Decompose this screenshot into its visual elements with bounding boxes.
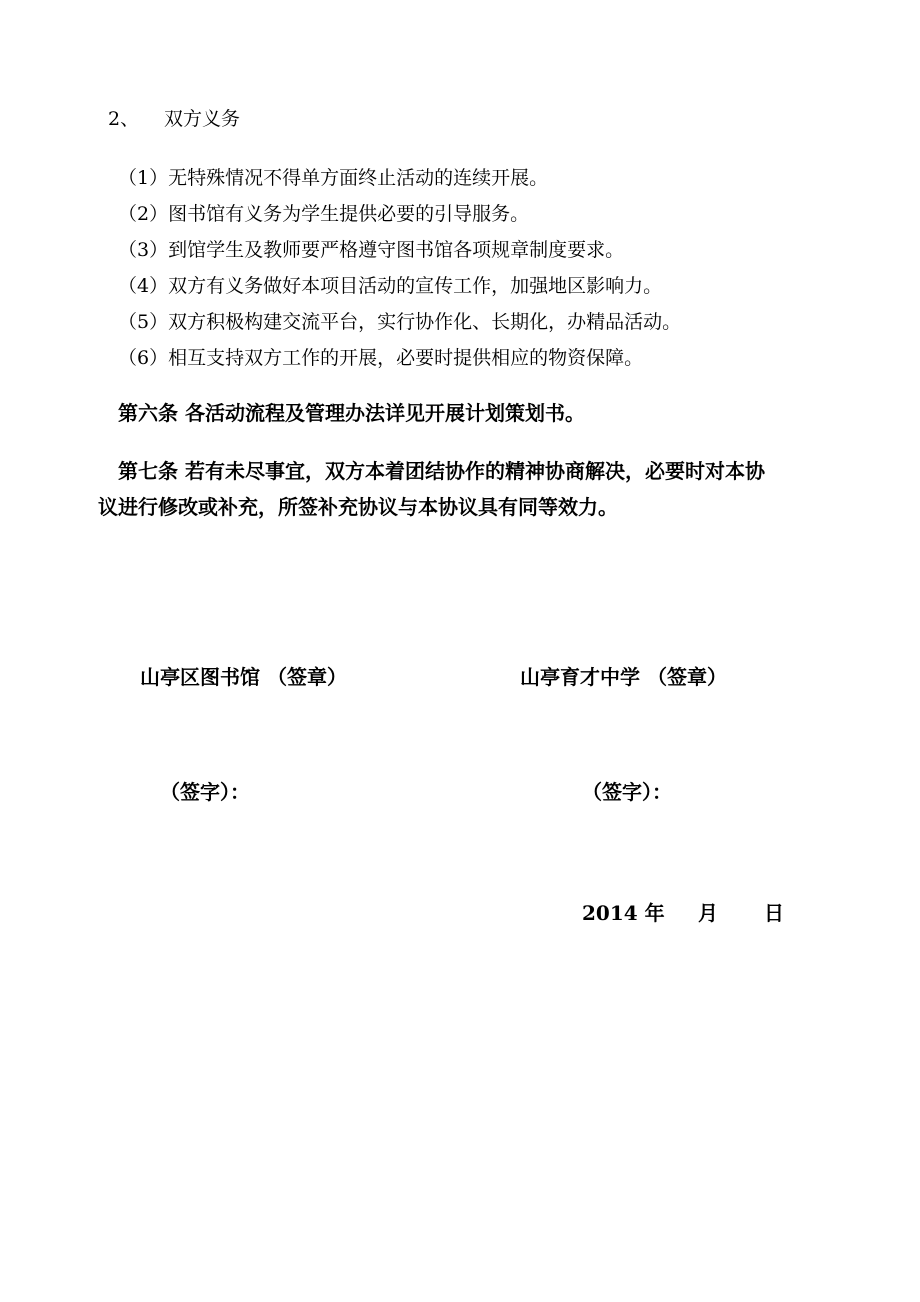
left-signature-label: （签字）：	[160, 780, 250, 804]
date-month: 月	[698, 901, 718, 925]
date-year: 2014 年	[582, 901, 665, 925]
obligation-item: （3）到馆学生及教师要严格遵守图书馆各项规章制度要求。	[118, 239, 625, 261]
article-seven-line-1: 第七条 若有未尽事宜，双方本着团结协作的精神协商解决，必要时对本协	[118, 459, 765, 483]
section-number: 2、	[108, 108, 140, 130]
left-party-seal-label: 山亭区图书馆 （签章）	[140, 665, 347, 689]
obligation-item: （1）无特殊情况不得单方面终止活动的连续开展。	[118, 167, 549, 189]
obligation-item: （6）相互支持双方工作的开展，必要时提供相应的物资保障。	[118, 347, 644, 369]
right-signature-label: （签字）：	[582, 780, 672, 804]
obligation-item: （2）图书馆有义务为学生提供必要的引导服务。	[118, 203, 530, 225]
obligation-item: （4）双方有义务做好本项目活动的宣传工作，加强地区影响力。	[118, 275, 663, 297]
section-title: 双方义务	[164, 108, 241, 130]
obligation-item: （5）双方积极构建交流平台，实行协作化、长期化，办精品活动。	[118, 311, 682, 333]
right-party-seal-label: 山亭育才中学 （签章）	[520, 665, 727, 689]
article-six: 第六条 各活动流程及管理办法详见开展计划策划书。	[118, 401, 585, 425]
article-seven-line-2: 议进行修改或补充，所签补充协议与本协议具有同等效力。	[98, 495, 618, 519]
date-day: 日	[764, 901, 784, 925]
